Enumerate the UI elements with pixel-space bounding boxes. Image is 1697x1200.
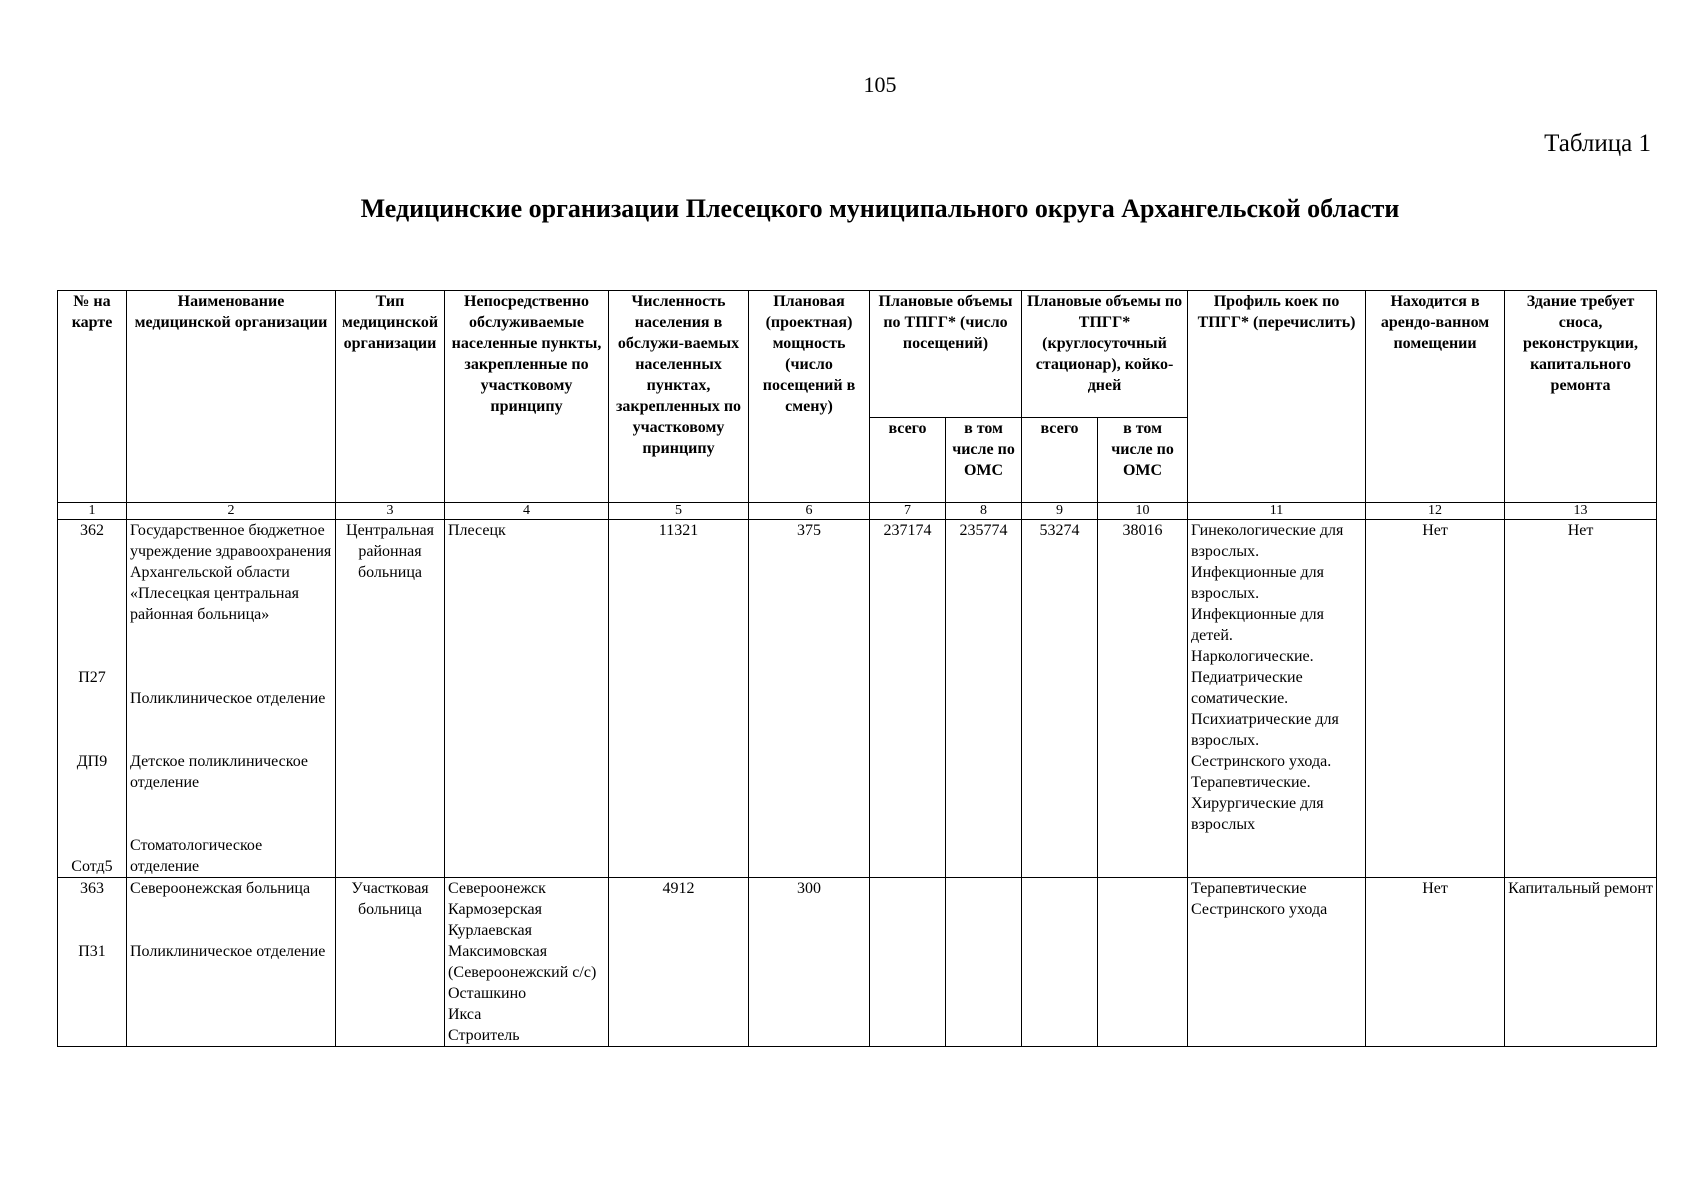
- org-type: Центральная районная больница: [336, 520, 445, 878]
- profile-item: Терапевтические.: [1191, 774, 1311, 791]
- col-number: 3: [336, 503, 445, 520]
- point: Осташкино: [448, 985, 527, 1002]
- table-row: [58, 878, 1657, 1047]
- col-number: 6: [749, 503, 870, 520]
- col-number: 8: [946, 503, 1022, 520]
- col-number: 12: [1366, 503, 1505, 520]
- header-profile: Профиль коек по ТПГГ* (перечислить): [1188, 291, 1366, 503]
- map-number-cell: [58, 878, 127, 1047]
- profile-cell: [1188, 520, 1366, 878]
- point: Максимовская: [448, 943, 548, 960]
- header-population: Численность населения в обслужи-ваемых населенных пунктах, закрепленных по участковому принципу: [609, 291, 749, 503]
- profile-item: Сестринского ухода.: [1191, 753, 1332, 770]
- capacity: 300: [749, 878, 870, 1047]
- point: Кармозерская: [448, 901, 542, 918]
- table-label: Таблица 1: [1544, 130, 1651, 157]
- point: Икса: [448, 1006, 482, 1023]
- capacity: 375: [749, 520, 870, 878]
- map-number: ДП9: [76, 753, 108, 770]
- header-name: Наименование медицинской организации: [127, 291, 336, 503]
- profile-cell: [1188, 878, 1366, 1047]
- map-number-cell: [58, 520, 127, 878]
- map-number: 362: [80, 522, 104, 539]
- point: (Североонежский с/с): [448, 964, 597, 981]
- population: 11321: [609, 520, 749, 878]
- col-number: 10: [1098, 503, 1188, 520]
- visits-oms: 235774: [946, 520, 1022, 878]
- header-visits-total: всего: [870, 418, 946, 503]
- profile-item: Наркологические.: [1191, 648, 1314, 665]
- col-number: 5: [609, 503, 749, 520]
- profile-item: Инфекционные для взрослых.: [1191, 564, 1324, 602]
- profile-item: Инфекционные для детей.: [1191, 606, 1324, 644]
- header-num: № на карте: [58, 291, 127, 503]
- org-name: Поликлиническое отделение: [130, 690, 326, 707]
- points-cell: [445, 520, 609, 878]
- profile-item: Психиатрические для взрослых.: [1191, 711, 1339, 749]
- profile-item: Гинекологические для взрослых.: [1191, 522, 1344, 560]
- profile-item: Терапевтические: [1191, 880, 1307, 897]
- beds-oms: [1098, 878, 1188, 1047]
- col-number: 13: [1505, 503, 1657, 520]
- building-status: Капитальный ремонт: [1505, 878, 1657, 1047]
- org-name-cell: [127, 878, 336, 1047]
- column-number-row: [58, 503, 1657, 520]
- beds-total: 53274: [1022, 520, 1098, 878]
- visits-oms: [946, 878, 1022, 1047]
- table-row: [58, 520, 1657, 878]
- header-visits: Плановые объемы по ТПГГ* (число посещений): [870, 291, 1022, 418]
- points-cell: [445, 878, 609, 1047]
- point: Плесецк: [448, 522, 506, 539]
- profile-item: Педиатрические соматические.: [1191, 669, 1303, 707]
- profile-item: Сестринского ухода: [1191, 901, 1328, 918]
- map-number: П27: [78, 669, 106, 686]
- population: 4912: [609, 878, 749, 1047]
- point: Строитель: [448, 1027, 520, 1044]
- map-number: 363: [80, 880, 104, 897]
- beds-total: [1022, 878, 1098, 1047]
- visits-total: [870, 878, 946, 1047]
- header-capacity: Плановая (проектная) мощность (число посещений в смену): [749, 291, 870, 503]
- org-name: Поликлиническое отделение: [130, 943, 326, 960]
- org-name: Североонежская больница: [130, 880, 311, 897]
- point: Курлаевская: [448, 922, 532, 939]
- header-points: Непосредственно обслуживаемые населенные пункты, закрепленные по участковому принципу: [445, 291, 609, 503]
- org-name: Государственное бюджетное учреждение здравоохранения Архангельской области «Плесецкая центральная районная больница»: [130, 522, 332, 623]
- org-name-cell: [127, 520, 336, 878]
- point: Североонежск: [448, 880, 546, 897]
- header-building: Здание требует сноса, реконструкции, капитального ремонта: [1505, 291, 1657, 503]
- org-name: Стоматологическое отделение: [130, 837, 263, 875]
- col-number: 2: [127, 503, 336, 520]
- profile-item: Хирургические для взрослых: [1191, 795, 1324, 833]
- map-number: Сотд5: [71, 858, 113, 875]
- rented: Нет: [1366, 520, 1505, 878]
- organizations-table: [57, 290, 1657, 1047]
- header-row: [58, 291, 1657, 418]
- visits-total: 237174: [870, 520, 946, 878]
- col-number: 9: [1022, 503, 1098, 520]
- col-number: 11: [1188, 503, 1366, 520]
- col-number: 7: [870, 503, 946, 520]
- col-number: 4: [445, 503, 609, 520]
- col-number: 1: [58, 503, 127, 520]
- header-beds-total: всего: [1022, 418, 1098, 503]
- header-visits-oms: в том числе по ОМС: [946, 418, 1022, 503]
- beds-oms: 38016: [1098, 520, 1188, 878]
- map-number: П31: [78, 943, 106, 960]
- header-beds-oms: в том числе по ОМС: [1098, 418, 1188, 503]
- header-type: Тип медицинской организации: [336, 291, 445, 503]
- building-status: Нет: [1505, 520, 1657, 878]
- document-title: Медицинские организации Плесецкого муниципального округа Архангельской области: [360, 194, 1400, 223]
- rented: Нет: [1366, 878, 1505, 1047]
- org-type: Участковая больница: [336, 878, 445, 1047]
- header-rented: Находится в арендо-ванном помещении: [1366, 291, 1505, 503]
- header-beds: Плановые объемы по ТПГГ* (круглосуточный стационар), койко-дней: [1022, 291, 1188, 418]
- org-name: Детское поликлиническое отделение: [130, 753, 309, 791]
- page-number: 105: [863, 72, 897, 97]
